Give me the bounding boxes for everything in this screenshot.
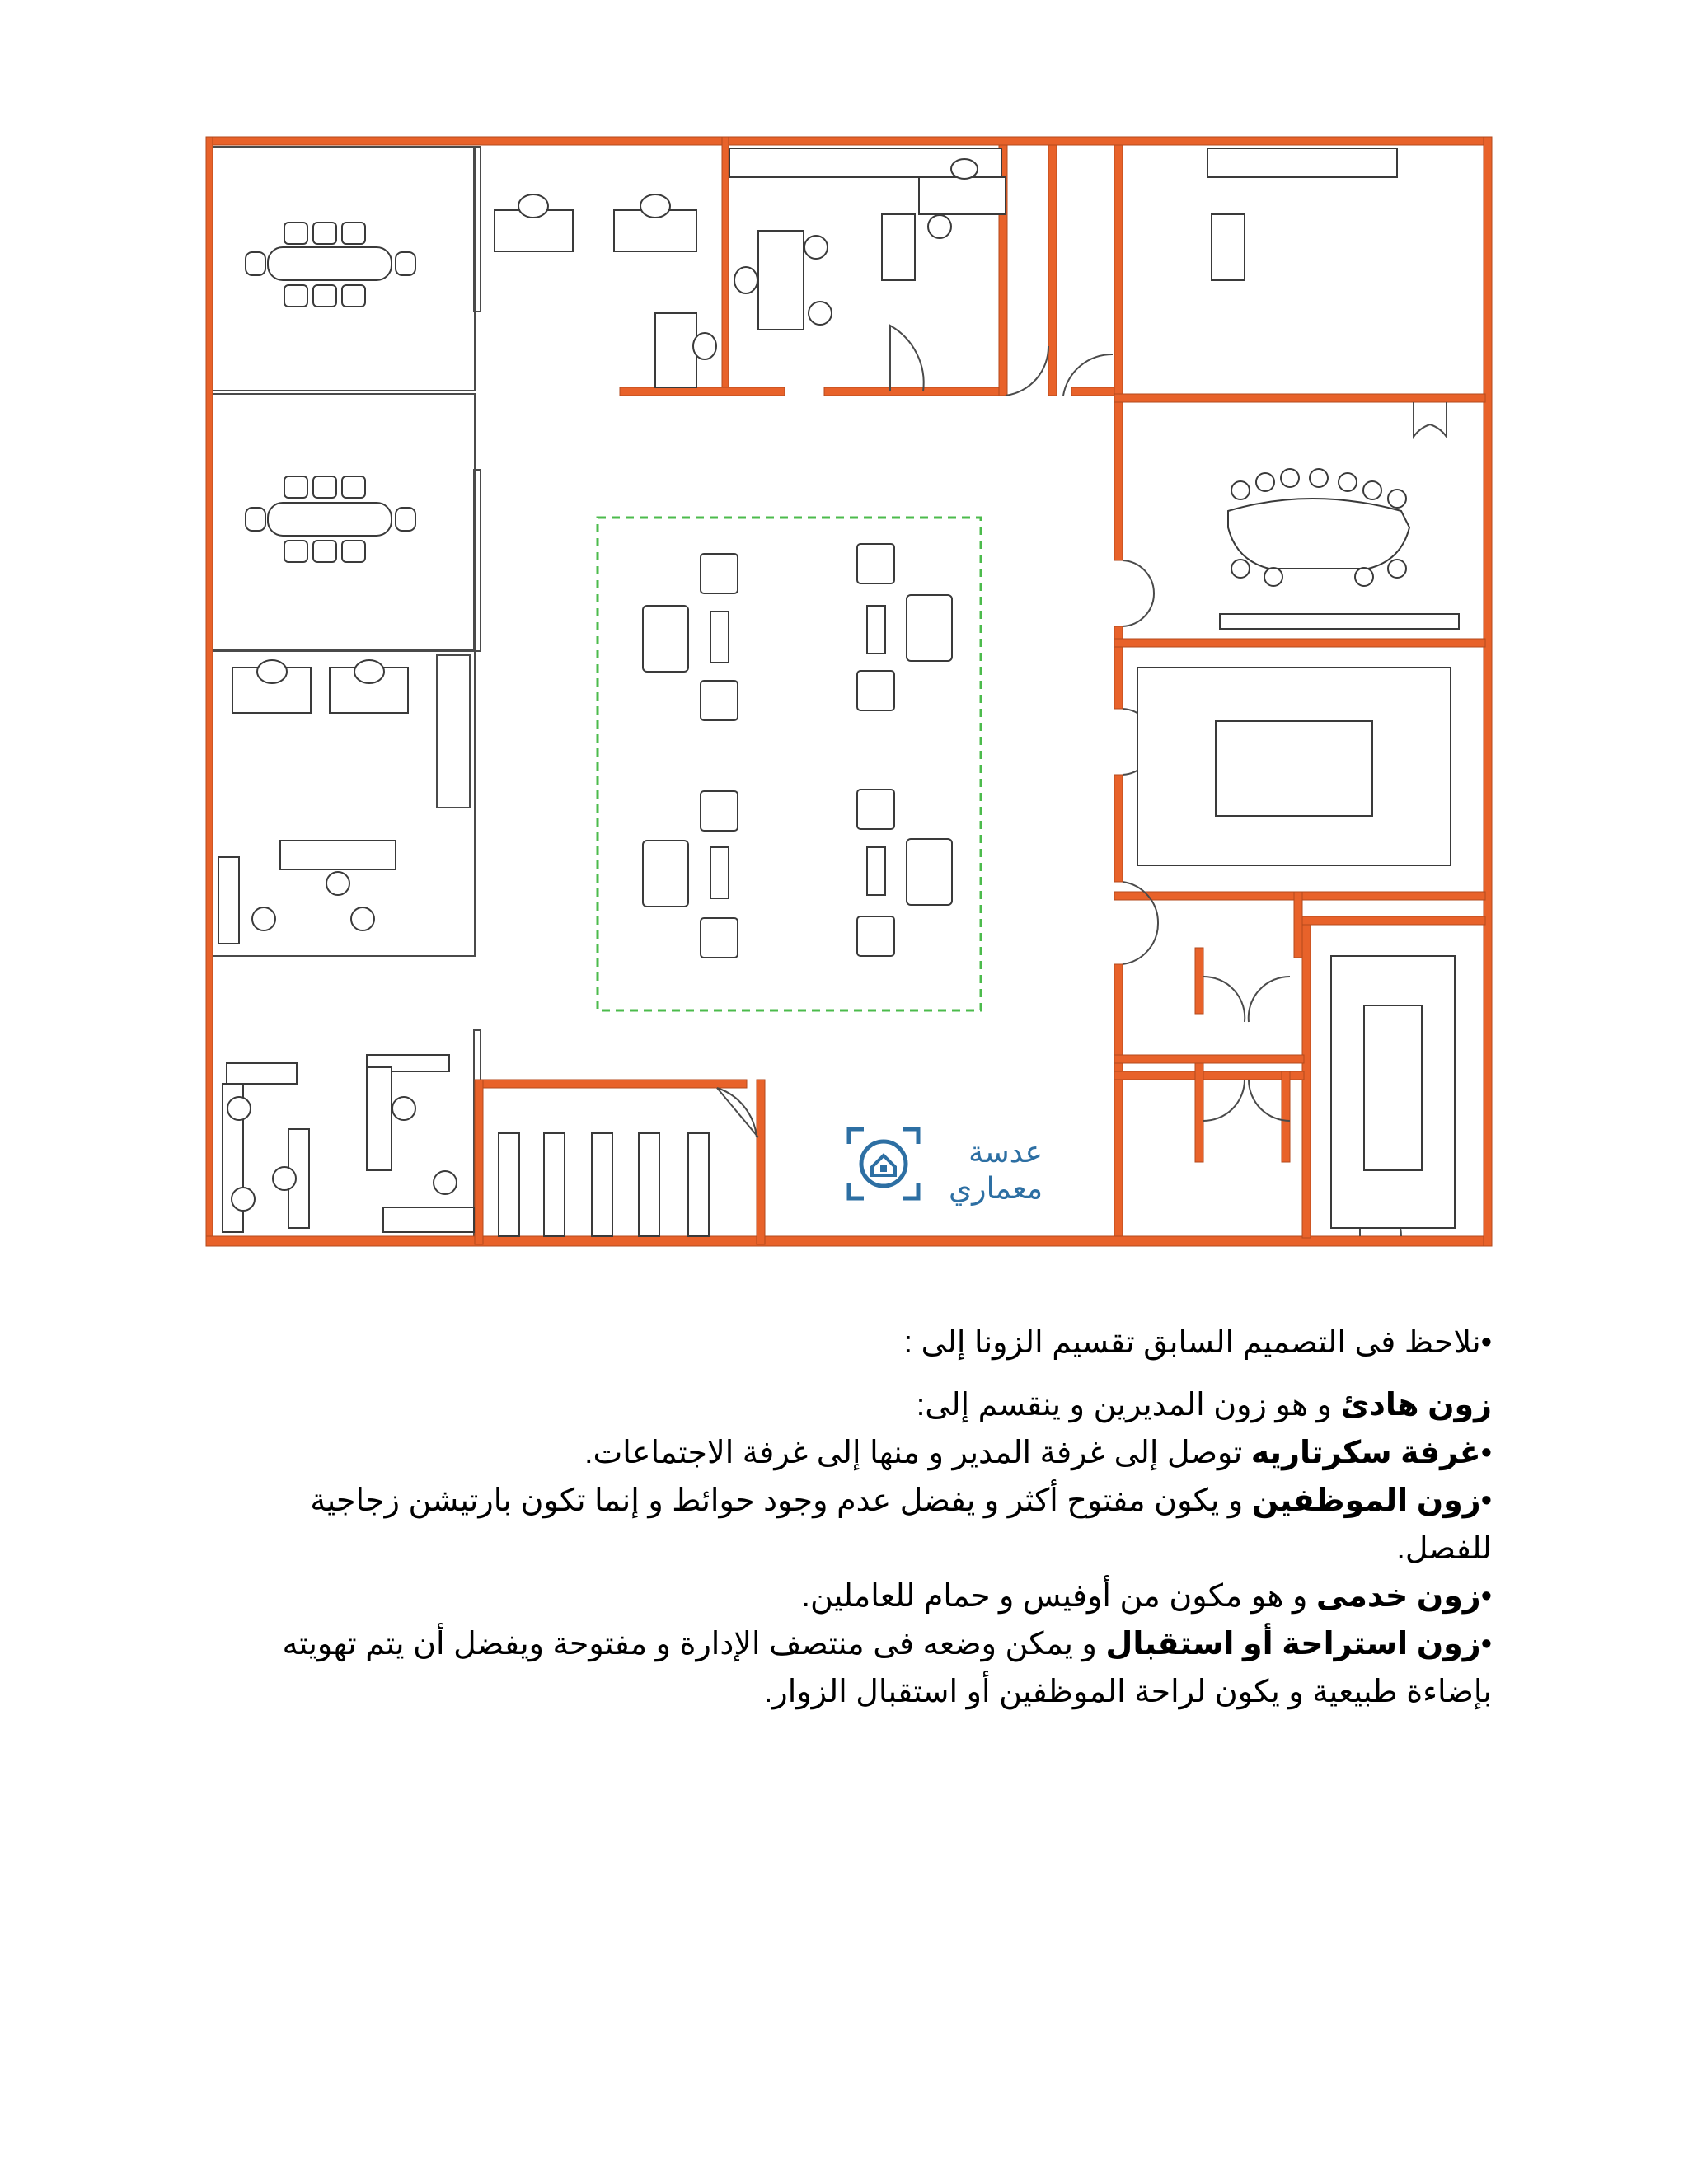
outer-wall-bottom	[206, 1236, 1492, 1246]
quiet-zone-title: زون هادئ	[1340, 1388, 1492, 1422]
list-item-text: و يكون مفتوح أكثر و يفضل عدم وجود حوائط و إنما تكون بارتيشن زجاجية للفصل.	[310, 1483, 1492, 1566]
bullet: •	[1480, 1579, 1492, 1614]
list-item-text: توصل إلى غرفة المدير و منها إلى غرفة الاجتماعات.	[584, 1436, 1251, 1470]
list-item-text: و هو مكون من أوفيس و حمام للعاملين.	[801, 1579, 1316, 1614]
outer-wall-top	[206, 137, 1492, 145]
lens-icon	[861, 1141, 906, 1186]
list-item	[223, 1477, 1492, 1572]
meeting-table-2	[268, 503, 392, 536]
logo-line-2: معماري	[949, 1172, 1043, 1206]
list-item	[223, 1620, 1492, 1716]
notes	[223, 1319, 1492, 1716]
list-item-text: و يمكن وضعه فى منتصف الإدارة و مفتوحة ويفضل أن يتم تهويته بإضاءة طبيعية و يكون لراحة الموظفين أو استقبال الزوار.	[282, 1627, 1492, 1709]
list-item	[223, 1429, 1492, 1477]
logo-line-1: عدسة	[968, 1136, 1043, 1169]
list-item-title: زون خدمى	[1315, 1579, 1481, 1614]
quiet-zone-line	[223, 1381, 1492, 1429]
logo	[849, 1129, 1043, 1206]
outer-wall-right	[1484, 137, 1492, 1246]
conference-table	[1228, 499, 1409, 569]
notes-heading: •نلاحظ فى التصميم السابق تقسيم الزونا إلى :	[903, 1325, 1492, 1360]
bullet: •	[1480, 1436, 1492, 1470]
list-item-title: غرفة سكرتاريه	[1250, 1436, 1481, 1470]
outer-wall-left	[206, 137, 213, 1246]
list-item-title: زون الموظفين	[1251, 1483, 1481, 1518]
bullet: •	[1480, 1483, 1492, 1518]
list-item	[223, 1572, 1492, 1620]
list-item-title: زون استراحة أو استقبال	[1105, 1627, 1481, 1661]
lounge-zone	[598, 518, 981, 1010]
quiet-zone-text: و هو زون المديرين و ينقسم إلى:	[916, 1388, 1341, 1422]
bullet: •	[1480, 1627, 1492, 1661]
meeting-table-1	[268, 247, 392, 280]
